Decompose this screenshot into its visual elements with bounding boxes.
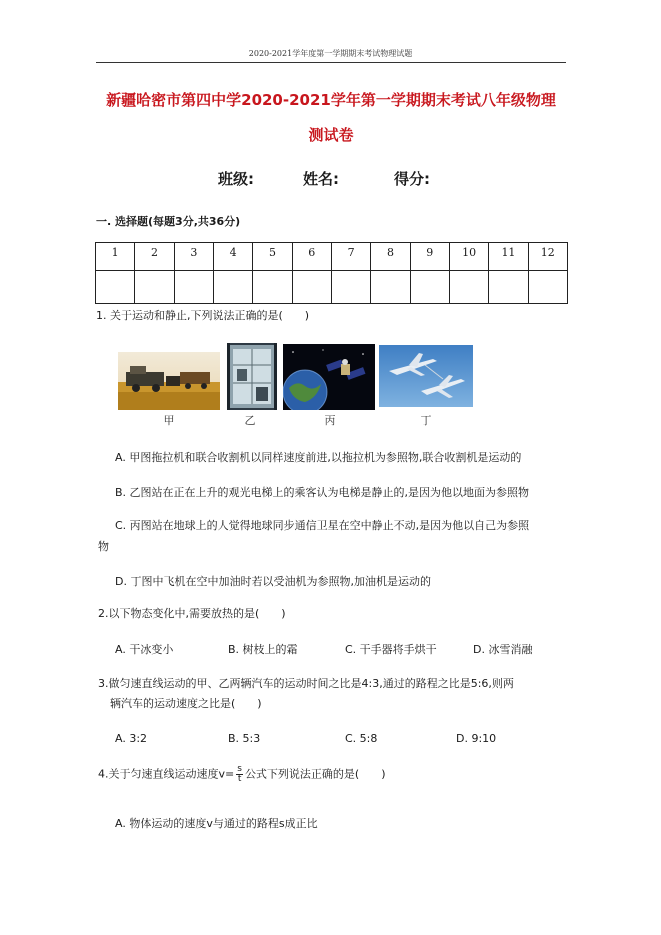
image-caption-ding: 丁 (420, 414, 432, 427)
question-3-option-d: D. 9:10 (456, 732, 497, 745)
name-label: 姓名: (303, 170, 339, 188)
answer-cell[interactable] (135, 271, 174, 304)
answer-cell[interactable] (489, 271, 528, 304)
answer-number: 8 (371, 243, 410, 271)
section-heading: 一. 选择题(每题3分,共36分) (96, 215, 241, 228)
question-2-option-a: A. 干冰变小 (115, 643, 174, 656)
answer-cell[interactable] (213, 271, 252, 304)
answer-number: 3 (174, 243, 213, 271)
answer-number: 11 (489, 243, 528, 271)
question-1-option-c: C. 丙图站在地球上的人觉得地球同步通信卫星在空中静止不动,是因为他以自己为参照 (115, 519, 530, 532)
answer-number: 12 (528, 243, 567, 271)
image-caption-yi: 乙 (244, 414, 256, 427)
exam-title-line2: 测试卷 (308, 126, 354, 144)
answer-number: 9 (410, 243, 449, 271)
fraction-denominator: t (237, 774, 242, 784)
answer-grid (95, 242, 568, 304)
answer-grid-blank-row (96, 271, 568, 304)
answer-cell[interactable] (528, 271, 567, 304)
question-4-option-a: A. 物体运动的速度v与通过的路程s成正比 (115, 817, 318, 830)
question-3-stem-cont: 辆汽车的运动速度之比是( ) (110, 697, 262, 710)
satellite-image (283, 344, 375, 410)
answer-cell[interactable] (449, 271, 488, 304)
question-2-option-b: B. 树枝上的霜 (228, 643, 298, 656)
question-2-stem: 2.以下物态变化中,需要放热的是( ) (98, 607, 286, 620)
question-1-option-d: D. 丁图中飞机在空中加油时若以受油机为参照物,加油机是运动的 (115, 575, 431, 588)
answer-cell[interactable] (371, 271, 410, 304)
answer-cell[interactable] (96, 271, 135, 304)
question-3-stem: 3.做匀速直线运动的甲、乙两辆汽车的运动时间之比是4:3,通过的路程之比是5:6,则两 (98, 677, 514, 690)
harvester-image (118, 352, 220, 410)
header-rule (96, 62, 566, 63)
question-1-option-a: A. 甲图拖拉机和联合收割机以同样速度前进,以拖拉机为参照物,联合收割机是运动的 (115, 451, 522, 464)
image-caption-bing: 丙 (324, 414, 336, 427)
answer-cell[interactable] (174, 271, 213, 304)
question-2-option-c: C. 干手器将手烘干 (345, 643, 437, 656)
question-4-stem-suffix: 公式下列说法正确的是( ) (244, 767, 386, 781)
question-2-option-d: D. 冰雪消融 (473, 643, 533, 656)
answer-cell[interactable] (331, 271, 370, 304)
question-3-option-a: A. 3:2 (115, 732, 148, 745)
question-1-stem: 1. 关于运动和静止,下列说法正确的是( ) (96, 309, 310, 322)
answer-number: 10 (449, 243, 488, 271)
exam-title: 新疆哈密市第四中学2020-2021学年第一学期期末考试八年级物理 (106, 91, 556, 109)
answer-number: 1 (96, 243, 135, 271)
question-4-stem (98, 765, 386, 784)
answer-cell[interactable] (292, 271, 331, 304)
question-3-option-c: C. 5:8 (345, 732, 378, 745)
class-label: 班级: (218, 170, 254, 188)
fraction-numerator: s (237, 764, 242, 774)
answer-number: 6 (292, 243, 331, 271)
answer-cell[interactable] (410, 271, 449, 304)
answer-grid-number-row (96, 243, 568, 271)
answer-number: 7 (331, 243, 370, 271)
answer-number: 4 (213, 243, 252, 271)
question-3-option-b: B. 5:3 (228, 732, 261, 745)
score-label: 得分: (394, 170, 430, 188)
image-caption-jia: 甲 (163, 414, 175, 427)
running-header: 2020-2021学年度第一学期期末考试物理试题 (248, 49, 413, 58)
answer-number: 2 (135, 243, 174, 271)
question-1-option-c-cont: 物 (98, 540, 109, 553)
answer-number: 5 (253, 243, 292, 271)
velocity-fraction (236, 765, 243, 784)
elevator-image (227, 343, 277, 410)
answer-cell[interactable] (253, 271, 292, 304)
question-4-stem-prefix: 4.关于匀速直线运动速度v= (98, 767, 235, 781)
question-1-option-b: B. 乙图站在正在上升的观光电梯上的乘客认为电梯是静止的,是因为他以地面为参照物 (115, 486, 530, 499)
aircraft-image (379, 345, 473, 407)
